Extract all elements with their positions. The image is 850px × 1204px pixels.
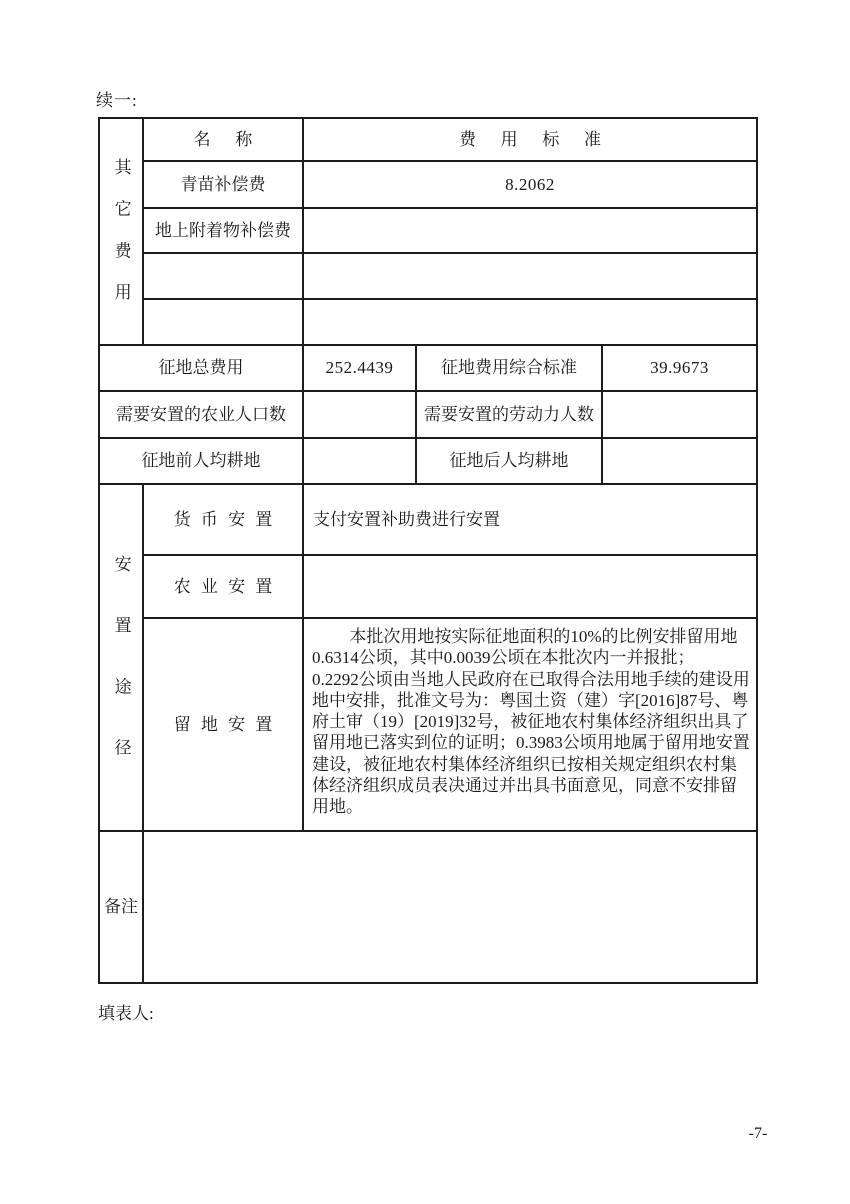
fee-name-cell	[143, 253, 303, 299]
resettlement-name-cell: 货币安置	[143, 484, 303, 555]
form-filler-label: 填表人:	[98, 1004, 154, 1023]
fee-name-cell	[143, 299, 303, 345]
page-number: -7-	[748, 1125, 768, 1142]
summary-value-cell: 39.9673	[602, 345, 757, 391]
fee-name-header: 名称	[143, 118, 303, 161]
fee-value-cell	[303, 253, 757, 299]
resettlement-group-label: 安置途径	[111, 554, 131, 800]
resettlement-content-cell: 支付安置补助费进行安置	[303, 484, 757, 555]
summary-label-cell: 征地总费用	[99, 345, 303, 391]
summary-value-cell: 252.4439	[303, 345, 416, 391]
resettlement-content-cell	[303, 555, 757, 618]
resettlement-name-cell: 留地安置	[143, 618, 303, 831]
fee-name-cell: 青苗补偿费	[143, 161, 303, 208]
summary-value-cell	[602, 391, 757, 438]
land-acquisition-form-table	[98, 117, 758, 984]
summary-label-cell: 征地费用综合标准	[416, 345, 602, 391]
summary-label-cell: 征地前人均耕地	[99, 438, 303, 484]
remarks-label-cell: 备注	[99, 831, 143, 983]
fee-value-cell	[303, 208, 757, 253]
other-fees-group-cell	[99, 118, 143, 345]
summary-value-cell	[602, 438, 757, 484]
summary-label-cell: 需要安置的农业人口数	[99, 391, 303, 438]
reserved-land-paragraph-2: 0.2292公顷由当地人民政府在已取得合法用地手续的建设用地中安排，批准文号为：粤国土资（建）字[2016]87号、粤府土审（19）[2019]32号，被征地农村集体经济组织出具了留用地已落实到位的证明；0.3983公顷用地属于留用地安置建设，被征地农村集体经济组织已按相关规定组织农村集体经济组织成员表决通过并出具书面意见，同意不安排留用地。	[312, 669, 750, 816]
continuation-label: 续一:	[96, 91, 138, 110]
summary-value-cell	[303, 438, 416, 484]
fee-value-cell: 8.2062	[303, 161, 757, 208]
other-fees-group-label: 其它费用	[111, 157, 131, 325]
resettlement-group-cell	[99, 484, 143, 831]
fee-name-cell: 地上附着物补偿费	[143, 208, 303, 253]
fee-standard-header: 费用标准	[303, 118, 757, 161]
remarks-content-cell	[143, 831, 757, 983]
summary-label-cell: 征地后人均耕地	[416, 438, 602, 484]
summary-label-cell: 需要安置的劳动力人数	[416, 391, 602, 438]
reserved-land-paragraph-1: 本批次用地按实际征地面积的10%的比例安排留用地0.6314公顷，其中0.0039公顷在本批次内一并报批；	[312, 627, 738, 668]
resettlement-name-cell: 农业安置	[143, 555, 303, 618]
summary-value-cell	[303, 391, 416, 438]
resettlement-content-cell	[303, 618, 757, 831]
fee-value-cell	[303, 299, 757, 345]
